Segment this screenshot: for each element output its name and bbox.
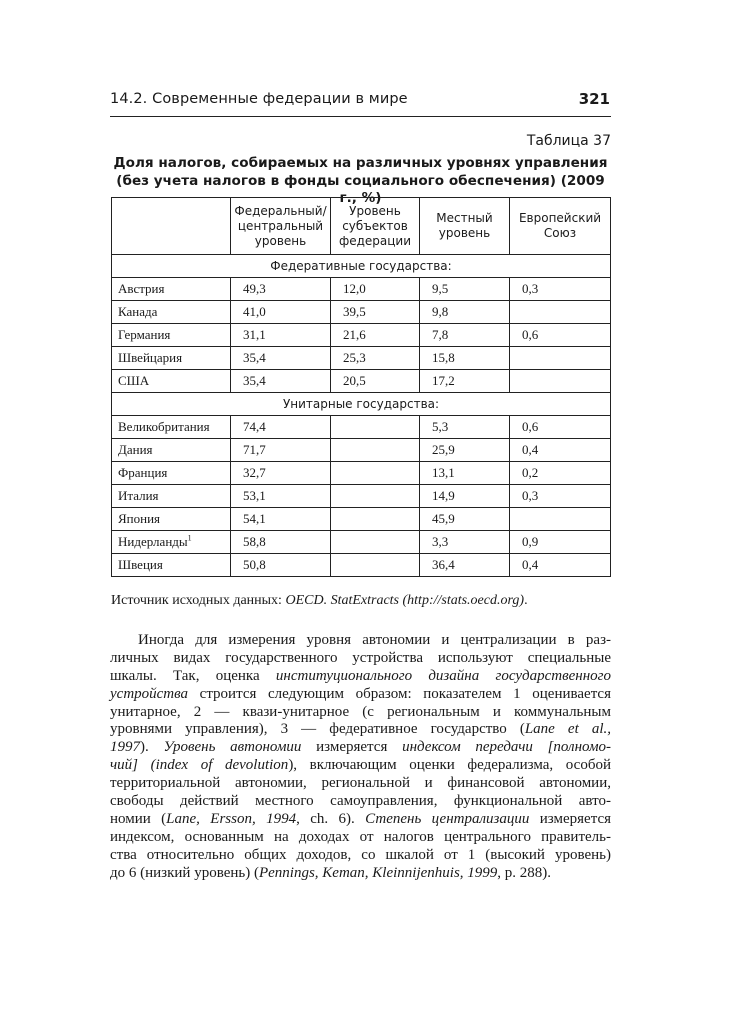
italic-text: Pennings, Keman, Kleinnijenhuis, 1999 <box>258 864 498 881</box>
section-heading: Унитарные государства: <box>112 393 611 416</box>
text-run: уровнями управления), 3 — федеративное государство ( <box>110 721 525 738</box>
value-cell: 9,5 <box>420 278 510 301</box>
value-cell: 5,3 <box>420 416 510 439</box>
italic-text: Lane, Ersson, 1994 <box>166 810 297 827</box>
country-cell <box>112 370 231 393</box>
running-head <box>110 91 610 113</box>
value-cell: 35,4 <box>231 347 331 370</box>
value-cell <box>510 370 611 393</box>
value-cell: 35,4 <box>231 370 331 393</box>
table-row <box>112 531 611 554</box>
value-cell: 3,3 <box>420 531 510 554</box>
country-cell <box>112 416 231 439</box>
text-line <box>110 793 611 811</box>
value-cell: 25,3 <box>331 347 420 370</box>
italic-text: Уровень автономии <box>163 739 302 756</box>
text-run: номии ( <box>110 810 167 827</box>
text-run: унитарное, 2 — квази-унитарное (с региональным и коммунальным <box>110 703 611 720</box>
value-cell <box>331 554 420 577</box>
text-run: ). <box>140 739 164 756</box>
italic-text: 1997 <box>110 739 140 756</box>
text-run: свободы действий местного самоуправления, функциональной авто- <box>110 793 611 810</box>
value-cell <box>331 439 420 462</box>
value-cell <box>510 301 611 324</box>
country-cell <box>112 508 231 531</box>
value-cell: 7,8 <box>420 324 510 347</box>
value-cell: 0,4 <box>510 439 611 462</box>
value-cell <box>510 508 611 531</box>
table-row <box>112 508 611 531</box>
country-cell <box>112 301 231 324</box>
country-name: Нидерланды <box>118 534 188 549</box>
table-title-line-2: (без учета налогов в фонды социального обеспечения) (2009 г., %) <box>116 172 605 206</box>
text-run: личных видах государственного устройства используют специальные <box>110 649 611 666</box>
source-suffix: . <box>524 593 528 608</box>
text-line <box>110 847 611 865</box>
table-row <box>112 278 611 301</box>
text-line <box>110 757 611 775</box>
value-cell: 0,2 <box>510 462 611 485</box>
text-run: ства относительно общих доходов, со шкалой от 1 (высокий уровень) <box>110 846 611 863</box>
table-source <box>111 593 528 609</box>
column-header-eu: Европейский Союз <box>510 198 611 255</box>
section-heading: Федеративные государства: <box>112 255 611 278</box>
table-title-line-1: Доля налогов, собираемых на различных уровнях управления <box>113 155 608 171</box>
source-citation: OECD. StatExtracts (http://stats.oecd.org) <box>285 593 525 608</box>
table-row <box>112 347 611 370</box>
country-name: Япония <box>118 511 161 526</box>
country-name: Дания <box>118 442 153 457</box>
country-name: Германия <box>118 327 171 342</box>
page-number: 321 <box>578 90 610 108</box>
text-line <box>110 721 611 739</box>
text-run: территориальной автономии, региональной и финансовой автономии, <box>110 775 611 792</box>
country-cell <box>112 278 231 301</box>
value-cell <box>331 462 420 485</box>
value-cell: 53,1 <box>231 485 331 508</box>
italic-text: устройства <box>110 685 189 702</box>
tax-share-table <box>111 197 611 577</box>
value-cell: 41,0 <box>231 301 331 324</box>
table-row <box>112 439 611 462</box>
country-name: Швейцария <box>118 350 183 365</box>
text-run: индексом, основанным на доходах от налогов центрального правитель- <box>110 828 611 845</box>
italic-text: институционального дизайна государственного <box>275 667 611 684</box>
value-cell: 25,9 <box>420 439 510 462</box>
country-name: Италия <box>118 488 159 503</box>
value-cell: 0,3 <box>510 278 611 301</box>
table-row <box>112 416 611 439</box>
source-prefix: Источник исходных данных: <box>111 593 286 608</box>
value-cell: 58,8 <box>231 531 331 554</box>
value-cell: 20,5 <box>331 370 420 393</box>
text-line <box>110 686 611 704</box>
value-cell: 45,9 <box>420 508 510 531</box>
italic-text: индексом передачи [полномо- <box>402 739 612 756</box>
value-cell <box>331 508 420 531</box>
country-cell <box>112 347 231 370</box>
column-header-country <box>112 198 231 255</box>
header-rule <box>110 116 611 117</box>
country-cell <box>112 439 231 462</box>
text-run: шкалы. Так, оценка <box>110 667 276 684</box>
value-cell: 12,0 <box>331 278 420 301</box>
country-cell <box>112 324 231 347</box>
value-cell: 0,3 <box>510 485 611 508</box>
value-cell: 71,7 <box>231 439 331 462</box>
table-label: Таблица 37 <box>526 133 611 149</box>
value-cell: 13,1 <box>420 462 510 485</box>
text-run: ), включающим оценки федерализма, особой <box>288 757 611 774</box>
value-cell: 31,1 <box>231 324 331 347</box>
value-cell <box>331 416 420 439</box>
value-cell: 0,9 <box>510 531 611 554</box>
text-line <box>110 775 611 793</box>
footnote-marker: 1 <box>187 533 192 543</box>
text-run: , ch. 6). <box>296 810 366 827</box>
italic-text: Степень централизации <box>365 810 530 827</box>
column-header-local: Местный уровень <box>420 198 510 255</box>
value-cell: 14,9 <box>420 485 510 508</box>
running-title: 14.2. Современные федерации в мире <box>110 91 408 107</box>
column-header-subnational: Уровень субъектов федерации <box>331 198 420 255</box>
text-line <box>110 650 611 668</box>
country-name: Франция <box>118 465 168 480</box>
text-run: до 6 (низкий уровень) ( <box>110 864 259 881</box>
country-name: Великобритания <box>118 419 210 434</box>
text-run: , p. 288). <box>497 864 552 881</box>
value-cell <box>510 347 611 370</box>
value-cell <box>331 485 420 508</box>
table-body <box>112 255 611 577</box>
country-name: Австрия <box>118 281 165 296</box>
section-heading-row <box>112 255 611 278</box>
value-cell: 15,8 <box>420 347 510 370</box>
table-row <box>112 370 611 393</box>
value-cell: 21,6 <box>331 324 420 347</box>
value-cell: 74,4 <box>231 416 331 439</box>
value-cell: 0,6 <box>510 416 611 439</box>
column-header-federal: Федеральный/ центральный уровень <box>231 198 331 255</box>
table-row <box>112 324 611 347</box>
value-cell: 0,6 <box>510 324 611 347</box>
table-row <box>112 485 611 508</box>
text-line <box>110 632 611 650</box>
value-cell: 17,2 <box>420 370 510 393</box>
table-row <box>112 554 611 577</box>
country-name: США <box>118 373 150 388</box>
table-row <box>112 462 611 485</box>
italic-text: чий] (index of devolution <box>110 757 289 774</box>
country-name: Канада <box>118 304 158 319</box>
country-cell <box>112 485 231 508</box>
text-line <box>110 829 611 847</box>
text-line <box>110 668 611 686</box>
table-row <box>112 301 611 324</box>
text-run: Иногда для измерения уровня автономии и централизации в раз- <box>138 632 611 648</box>
value-cell <box>331 531 420 554</box>
country-cell <box>112 554 231 577</box>
country-cell <box>112 531 231 554</box>
value-cell: 39,5 <box>331 301 420 324</box>
value-cell: 54,1 <box>231 508 331 531</box>
text-run: измеряется <box>301 739 403 756</box>
text-run: измеряется <box>529 810 611 827</box>
country-name: Швеция <box>118 557 163 572</box>
value-cell: 9,8 <box>420 301 510 324</box>
table-header-row <box>112 198 611 255</box>
italic-text: Lane et al., <box>524 721 611 738</box>
text-line <box>110 811 611 829</box>
section-heading-row <box>112 393 611 416</box>
country-cell <box>112 462 231 485</box>
body-paragraph <box>110 632 611 882</box>
value-cell: 49,3 <box>231 278 331 301</box>
text-line <box>110 865 611 883</box>
text-run: строится следующим образом: показателем 1 оценивается <box>188 685 611 702</box>
text-line <box>110 739 611 757</box>
text-line <box>110 704 611 722</box>
value-cell: 36,4 <box>420 554 510 577</box>
value-cell: 50,8 <box>231 554 331 577</box>
value-cell: 32,7 <box>231 462 331 485</box>
value-cell: 0,4 <box>510 554 611 577</box>
